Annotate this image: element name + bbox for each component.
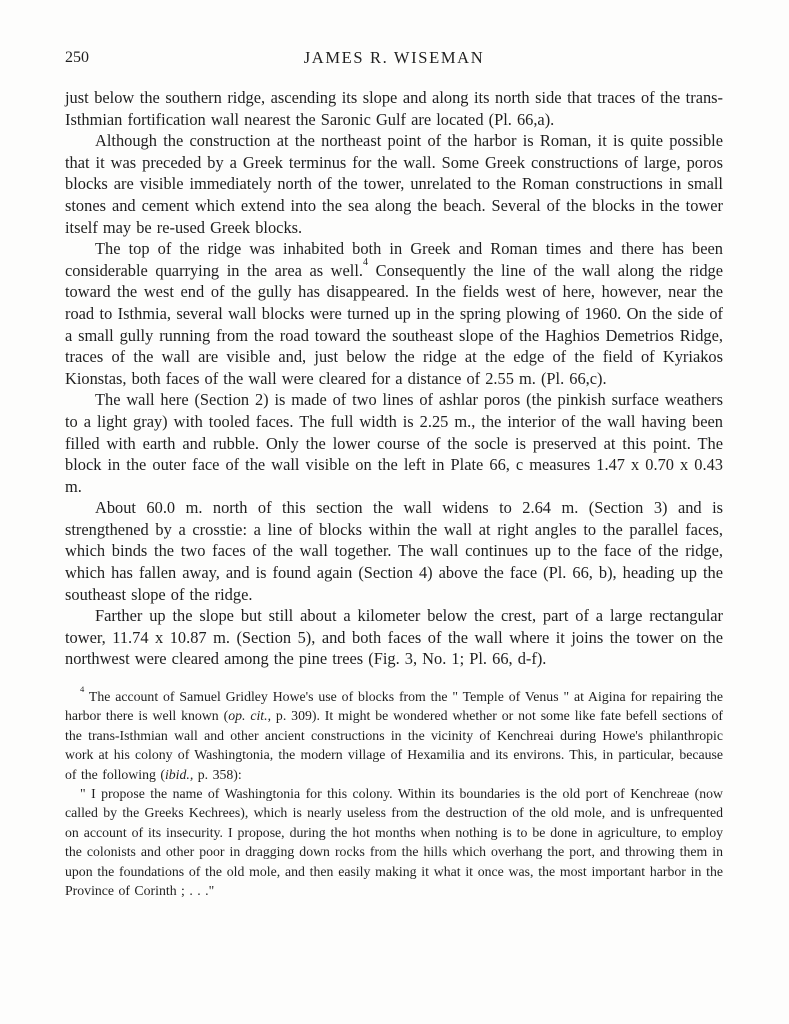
page-header [65, 48, 723, 70]
footnote-paragraph: " I propose the name of Washingtonia for this colony. Within its boundaries is the old port of Kenchreae (now called by the Greeks Kechrees), which is nearly useless from the destruction of the old mole, and is unfrequented on account of its insecurity. I propose, during the hot months when nothing is to be done in agriculture, to employ the colonists and other poor in dragging down rocks from the hills which overhang the port, and throwing them in upon the foundations of the old mole, and then easily making it what it once was, the most important harbor in the Province of Corinth ; . . ." [65, 786, 723, 899]
body-paragraph: Although the construction at the northeast point of the harbor is Roman, it is quite possible that it was preceded by a Greek terminus for the wall. Some Greek constructions of large, poros blocks are visible immediately north of the tower, unrelated to the Roman constructions in small stones and cement which extend into the sea along the beach. Several of the blocks in the tower itself may be re-used Greek blocks. [65, 131, 723, 237]
body-paragraph: About 60.0 m. north of this section the wall widens to 2.64 m. (Section 3) and is strengthened by a crosstie: a line of blocks within the wall at right angles to the parallel faces, which binds the two faces of the wall together. The wall continues up to the face of the ridge, which has fallen away, and is found again (Section 4) above the face (Pl. 66, b), heading up the southeast slope of the ridge. [65, 498, 723, 604]
page-number: 250 [65, 49, 89, 66]
body-text-segment: Consequently the line of the wall along the ridge toward the west end of the gully has disappeared. In the fields west of here, however, near the road to Isthmia, several wall blocks were turned up in the spring plowing of 1960. On the side of a small gully running from the road toward the southeast slope of the Haghios Demetrios Ridge, traces of the wall are visible and, just below the ridge at the edge of the field of Kyriakos Kionstas, both faces of the wall were cleared for a distance of 2.55 m. (Pl. 66,c). [65, 260, 723, 388]
footnote-text-segment: , p. 309). It might be wondered whether or not some like fate befell sections of the trans-Isthmian wall and other ancient constructions in the vicinity of Kenchreai during Howe's philanthropic work at his colony of Washingtonia, the modern village of Hexamilia and its environs. This, in particular, because of the following ( [65, 708, 724, 782]
body-text-segment: The top of the ridge was inhabited both in Greek and Roman times and there has been considerable quarrying in the area as well. [65, 239, 723, 280]
body-paragraph: The wall here (Section 2) is made of two lines of ashlar poros (the pinkish surface weathers to a light gray) with tooled faces. The full width is 2.25 m., the interior of the wall having been filled with earth and rubble. Only the lower course of the socle is preserved at this point. The block in the outer face of the wall visible on the left in Plate 66, c measures 1.47 x 0.70 x 0.43 m. [65, 390, 723, 496]
footnote-text-segment: p. 358): [193, 766, 242, 782]
footnote-text-segment: The account of Samuel Gridley Howe's use of blocks from the " Temple of Venus " at Aigina for repairing the harbor there is well known ( [65, 689, 723, 724]
footnote-paragraph [65, 683, 724, 784]
body-paragraph [65, 238, 723, 389]
article-body [65, 87, 723, 670]
footnote-reference-marker: 4 [363, 256, 369, 268]
body-paragraph: just below the southern ridge, ascending its slope and along its north side that traces of the trans-Isthmian fortification wall nearest the Saronic Gulf are located (Pl. 66,a). [65, 88, 723, 129]
footnote-citation-italic: op. cit. [228, 708, 268, 724]
footnote-number: 4 [80, 683, 85, 694]
footnotes-section [65, 683, 724, 900]
running-head: JAMES R. WISEMAN [303, 48, 485, 67]
body-paragraph: Farther up the slope but still about a kilometer below the crest, part of a large rectangular tower, 11.74 x 10.87 m. (Section 5), and both faces of the wall where it joins the tower on the northwest were cleared among the pine trees (Fig. 3, No. 1; Pl. 66, d-f). [65, 606, 723, 669]
footnote-citation-italic: ibid., [164, 766, 194, 782]
